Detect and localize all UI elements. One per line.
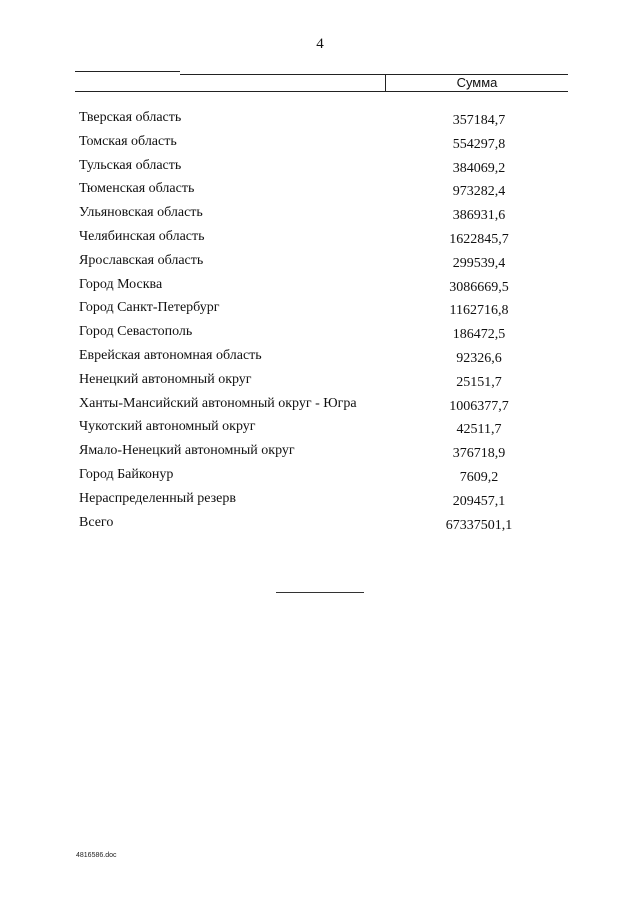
- region-sum: 554297,8: [452, 136, 506, 152]
- region-sum: 299539,4: [452, 255, 506, 271]
- region-sum: 357184,7: [452, 113, 506, 128]
- region-name: Ямало-Ненецкий автономный округ: [79, 443, 295, 459]
- region-sum: 67337501,1: [445, 517, 513, 533]
- table-row: [79, 441, 539, 465]
- region-name: Тюменская область: [79, 181, 195, 197]
- file-name-label: 4816586.doc: [76, 852, 117, 859]
- region-name: Томская область: [79, 133, 177, 149]
- table-row: [79, 465, 539, 489]
- table-row: [79, 513, 539, 537]
- region-name: Всего: [79, 514, 114, 530]
- region-sum: 186472,5: [452, 327, 506, 343]
- region-sum: 209457,1: [452, 493, 506, 509]
- table-row: [79, 417, 539, 441]
- region-sum: 42511,7: [456, 422, 502, 438]
- table-row: [79, 322, 539, 346]
- region-name: Ярославская область: [79, 252, 204, 268]
- region-sum: 3086669,5: [449, 279, 509, 295]
- region-name: Тверская область: [79, 110, 182, 125]
- region-name: Ханты-Мансийский автономный округ - Югра: [79, 395, 357, 411]
- region-sum: 376718,9: [452, 446, 506, 462]
- region-name: Еврейская автономная область: [79, 347, 262, 363]
- header-rule-top-middle: [180, 74, 385, 75]
- region-sum: 1162716,8: [449, 303, 509, 319]
- region-name: Город Байконур: [79, 466, 174, 482]
- table-row: [79, 203, 539, 227]
- table-row: [79, 156, 539, 180]
- region-name: Ненецкий автономный округ: [79, 371, 252, 387]
- page-number: 4: [316, 36, 324, 52]
- region-sum: 25151,7: [456, 374, 502, 390]
- region-name: Город Москва: [79, 276, 163, 292]
- table-row: [79, 489, 539, 513]
- table-row: [79, 394, 539, 418]
- table-body: [79, 108, 539, 536]
- region-sum: 1622845,7: [449, 231, 509, 247]
- table-row: [79, 179, 539, 203]
- region-name: Ульяновская область: [79, 205, 203, 221]
- region-name: Город Севастополь: [79, 324, 193, 340]
- region-sum: 384069,2: [452, 160, 506, 176]
- region-sum: 973282,4: [452, 184, 506, 200]
- header-rule-top-left: [75, 71, 180, 72]
- region-name: Тульская область: [79, 157, 182, 173]
- table-row: [79, 227, 539, 251]
- region-sum: 1006377,7: [449, 398, 509, 414]
- region-name: Город Санкт-Петербург: [79, 300, 220, 316]
- table-row: [79, 370, 539, 394]
- region-name: Челябинская область: [79, 228, 205, 244]
- table-row: [79, 132, 539, 156]
- table-row: [79, 108, 539, 132]
- region-sum: 7609,2: [459, 469, 499, 485]
- column-header-sum: Сумма: [456, 75, 498, 90]
- region-sum: 92326,6: [456, 350, 502, 366]
- header-rule-bottom: [75, 91, 568, 92]
- end-rule: [276, 592, 364, 593]
- table-row: [79, 251, 539, 275]
- region-name: Нераспределенный резерв: [79, 490, 236, 506]
- table-row: [79, 298, 539, 322]
- table-row: [79, 275, 539, 299]
- region-name: Чукотский автономный округ: [79, 419, 256, 435]
- table-row: [79, 346, 539, 370]
- region-sum: 386931,6: [452, 208, 506, 224]
